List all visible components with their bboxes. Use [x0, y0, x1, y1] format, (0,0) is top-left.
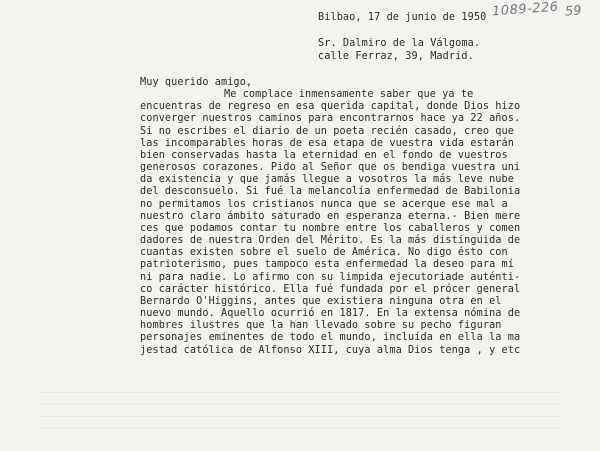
- body-line: generosos corazones. Pido al Señor que os bendiga vuestra uni: [140, 162, 521, 173]
- date-line: Bilbao, 17 de junio de 1950: [318, 12, 487, 23]
- body-line: ni para nadie. Lo afirmo con su limpida ejecutoriade auténti-: [140, 272, 521, 283]
- body-line: hombres ilustres que la han llevado sobre su pecho figuran: [140, 320, 502, 331]
- body-line: patrioterismo, pues tampoco esta enfermedad la deseo para mí: [140, 259, 515, 270]
- bleed-through-line: [40, 404, 560, 405]
- body-line: co carácter histórico. Ella fué fundada por el prócer general: [140, 284, 521, 295]
- body-line: bien conservadas hasta la eternidad en el fondo de vuestros: [140, 150, 508, 161]
- bleed-through-line: [40, 428, 560, 429]
- body-line: nuestro claro ámbito saturado en esperanza eterna.- Bien mere: [140, 211, 521, 222]
- bleed-through-line: [40, 416, 560, 417]
- body-line: jestad católica de Alfonso XIII, cuya alma Dios tenga , y etc: [140, 345, 521, 356]
- body-line: dadores de nuestra Orden del Mérito. Es la más distinguida de: [140, 235, 521, 246]
- body-line: las incomparables horas de esa etapa de vuestra vida estarán: [140, 138, 515, 149]
- body-line: cuantas existen sobre el suelo de América. No digo ésto con: [140, 247, 508, 258]
- recipient-address: calle Ferraz, 39, Madrid.: [318, 51, 474, 62]
- archive-page-number: 59: [564, 3, 583, 20]
- body-line: Bernardo O'Higgins, antes que existiera ninguna otra en el: [140, 296, 502, 307]
- body-line: encuentras de regreso en esa querida capital, donde Dios hizo: [140, 101, 521, 112]
- body-line: Me complace inmensamente saber que ya te: [224, 89, 474, 100]
- bleed-through-line: [40, 392, 560, 393]
- recipient-name: Sr. Dalmiro de la Válgoma.: [318, 38, 481, 49]
- body-line: nuevo mundo. Aquello ocurrió en 1817. En la extensa nómina de: [140, 308, 521, 319]
- body-line: no permitamos los cristianos nunca que se acerque ese mal a: [140, 199, 508, 210]
- body-line: personajes eminentes de todo el mundo, incluída en ella la ma: [140, 332, 521, 343]
- body-line: da existencia y que jamás llegue a vosotros la más leve nube: [140, 174, 515, 185]
- body-line: del desconsuelo. Si fué la melancolía enfermedad de Babilonia: [140, 186, 521, 197]
- body-line: converger nuestros caminos para encontrarnos hace ya 22 años.: [140, 113, 521, 124]
- archive-reference-number: 1089-226: [491, 0, 560, 20]
- body-line: Si no escribes el diario de un poeta recién casado, creo que: [140, 126, 515, 137]
- salutation: Muy querido amigo,: [140, 77, 253, 88]
- body-line: ces que podamos contar tu nombre entre los caballeros y comen: [140, 223, 521, 234]
